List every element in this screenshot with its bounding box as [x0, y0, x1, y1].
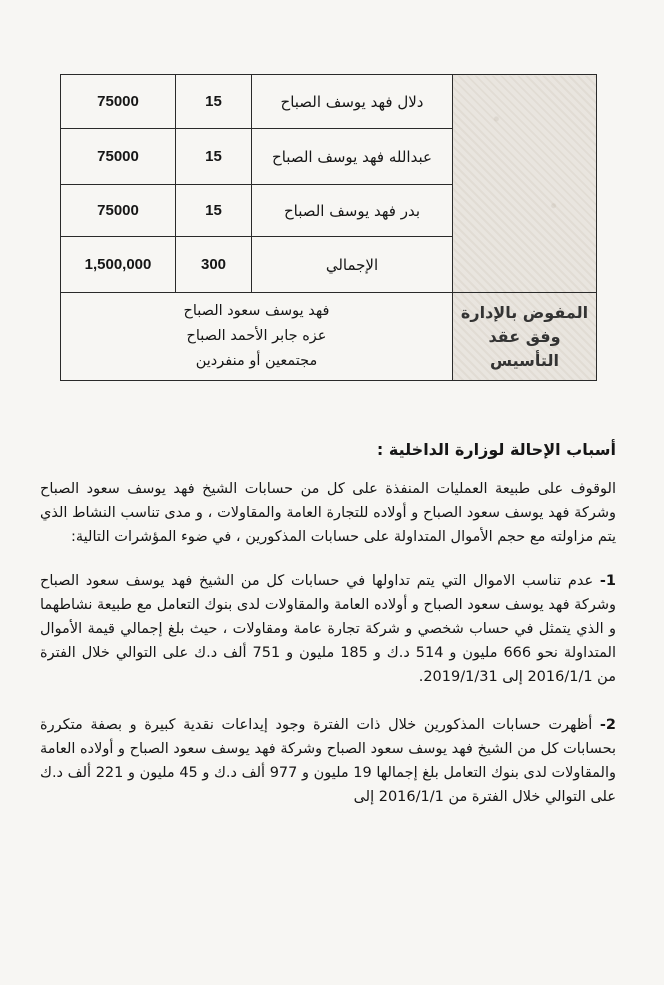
shareholder-name: بدر فهد يوسف الصباح: [252, 185, 453, 237]
shareholders-table: [60, 74, 597, 381]
total-shares: 300: [176, 237, 252, 293]
section-heading: أسباب الإحالة لوزارة الداخلية :: [376, 440, 616, 459]
intro-paragraph: الوقوف على طبيعة العمليات المنفذة على كل من حسابات الشيخ فهد يوسف سعود الصباح وشركة فهد يوسف سعود الصباح و أولاده للتجارة العامة والمقاولات ، و مدى تناسب النشاط الذي يتم مزاولته مع حجم الأموال المتداولة على حسابات المذكورين ، في ضوء المؤشرات التالية:: [40, 481, 616, 545]
manager-row: [61, 293, 597, 381]
shareholder-name: عبدالله فهد يوسف الصباح: [252, 129, 453, 185]
total-amount: 1,500,000: [61, 237, 176, 293]
signer-name: عزه جابر الأحمد الصباح: [186, 328, 327, 344]
list-item: [40, 569, 616, 689]
stamp-cell: [453, 75, 597, 293]
manager-label-cell: [453, 293, 597, 381]
item-number: 1-: [599, 573, 616, 589]
total-label: الإجمالي: [252, 237, 453, 293]
item-text: عدم تناسب الاموال التي يتم تداولها في حسابات كل من الشيخ فهد يوسف سعود الصباح وشركة فهد يوسف سعود الصباح و أولاده العامة والمقاولات لدى بنوك التعامل مع طبيعة نشاطهما و الذي يتمثل في حساب شخصي و شركة تجارة عامة ومقاولات ، حيث بلغ إجمالي قيمة الأموال المتداولة نحو 666 مليون و 514 د.ك و 185 مليون و 751 ألف د.ك على التوالي خلال الفترة من 2016/1/1 إلى 2019/1/31.: [40, 573, 616, 685]
shareholder-name: دلال فهد يوسف الصباح: [252, 75, 453, 129]
list-item: [40, 713, 616, 809]
shares-count: 15: [176, 185, 252, 237]
shares-count: 15: [176, 129, 252, 185]
referral-reasons-section: [40, 440, 616, 809]
item-number: 2-: [599, 717, 617, 733]
signer-clause: مجتمعين أو منفردين: [195, 353, 318, 369]
share-amount: 75000: [61, 185, 176, 237]
manager-signers-cell: [61, 293, 453, 381]
signer-name: فهد يوسف سعود الصباح: [183, 303, 330, 319]
shares-count: 15: [176, 75, 252, 129]
manager-label-line2: وفق عقد التأسيس: [488, 326, 561, 370]
manager-label-line1: المفوض بالإدارة: [460, 302, 589, 322]
share-amount: 75000: [61, 129, 176, 185]
share-amount: 75000: [61, 75, 176, 129]
table-row: [61, 75, 597, 129]
item-text: أظهرت حسابات المذكورين خلال ذات الفترة وجود إيداعات نقدية كبيرة و بصفة متكررة بحسابات كل من الشيخ فهد يوسف سعود الصباح وشركة فهد يوسف سعود الصباح و أولاده العامة والمقاولات لدى بنوك التعامل بلغ إجمالها 19 مليون و 977 ألف د.ك و 45 مليون و 221 ألف د.ك على التوالي خلال الفترة من 2016/1/1 إلى: [40, 717, 616, 805]
